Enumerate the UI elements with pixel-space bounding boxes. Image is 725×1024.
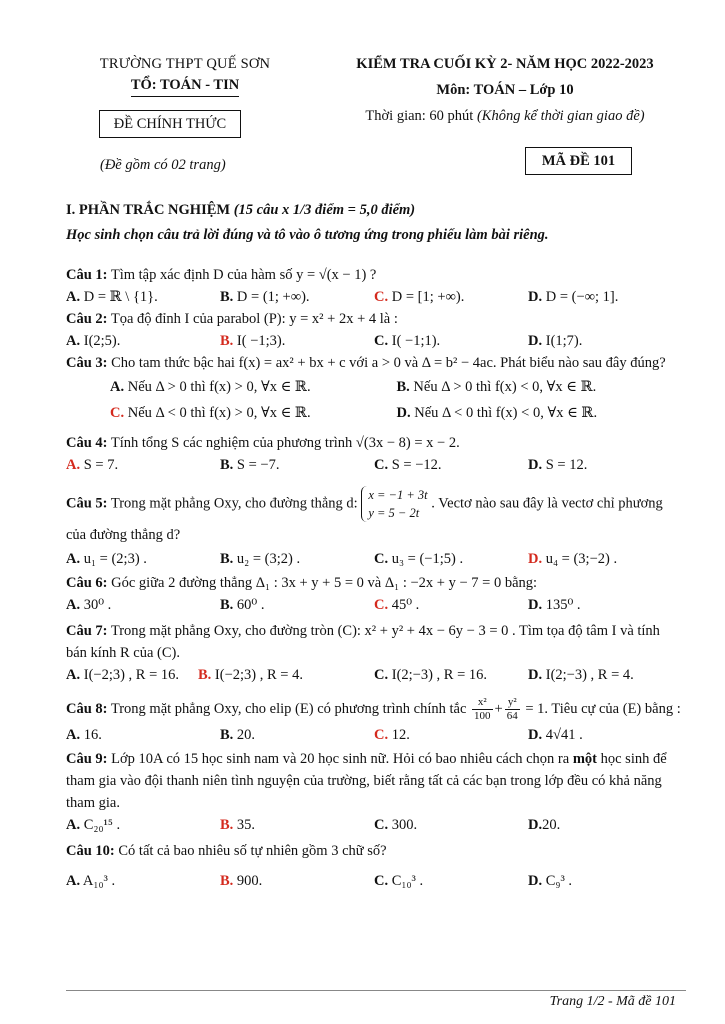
option-text: Nếu Δ < 0 thì f(x) > 0, ∀x ∈ ℝ. (124, 405, 311, 421)
option-d[interactable] (528, 330, 658, 352)
question-3 (66, 352, 683, 426)
option-letter: C. (374, 873, 389, 889)
question-label: Câu 3: (66, 355, 108, 371)
option-d[interactable] (528, 286, 658, 308)
option-text: 4√41 . (542, 727, 583, 743)
option-a[interactable] (66, 594, 220, 616)
option-letter: B. (220, 551, 234, 567)
question-text: Tìm tập xác định D của hàm số y = √(x − 1) ? (107, 267, 377, 283)
question-stem (66, 308, 683, 330)
option-a[interactable] (66, 664, 198, 686)
option-b[interactable] (220, 870, 374, 892)
time-label: Thời gian: 60 phút (365, 108, 477, 124)
question-text: Có tất cả bao nhiêu số tự nhiên gồm 3 chữ số? (114, 843, 387, 859)
option-letter: A. (66, 667, 81, 683)
option-text: S = 12. (542, 457, 588, 473)
option-b[interactable] (220, 814, 374, 836)
page-number: Trang 1/2 - Mã đề 101 (549, 994, 676, 1009)
option-text: D = ℝ \ {1}. (80, 289, 158, 305)
option-text: u₄ = (3;−2) . (542, 551, 618, 567)
option-letter: A. (66, 551, 81, 567)
option-letter: D. (396, 405, 411, 421)
option-c[interactable] (374, 724, 528, 746)
option-letter: C. (374, 457, 389, 473)
option-text: C₉³ . (542, 873, 573, 889)
option-d[interactable] (528, 594, 658, 616)
pages-note: (Đề gồm có 02 trang) (100, 157, 226, 173)
question-label: Câu 1: (66, 267, 108, 283)
question-text: Lớp 10A có 15 học sinh nam và 20 học sinh nữ. Hỏi có bao nhiêu cách chọn ra (107, 751, 573, 767)
option-text: 12. (388, 727, 410, 743)
option-text: D = (−∞; 1]. (542, 289, 619, 305)
option-c[interactable] (374, 870, 528, 892)
question-stem (66, 432, 683, 454)
option-letter: C. (374, 333, 389, 349)
options-row (66, 374, 683, 400)
option-letter: C. (374, 551, 389, 567)
option-text: 16. (80, 727, 102, 743)
option-b[interactable] (198, 664, 374, 686)
option-letter: A. (66, 457, 81, 473)
option-letter: D. (528, 667, 543, 683)
option-letter: B. (220, 727, 234, 743)
question-stem: Câu 8: Trong mặt phẳng Oxy, cho elip (E) có phương trình chính tắc $\frac{\text{x²}}{100}$ + $\frac{\text{y²}}{64}$ = 1. Tiêu cự của (E) bằng : (66, 696, 681, 723)
fraction-denominator: 100 (474, 710, 491, 723)
option-text: 900. (233, 873, 263, 889)
option-text: S = 7. (80, 457, 119, 473)
option-letter: B. (220, 457, 234, 473)
option-a[interactable] (66, 330, 220, 352)
question-emphasis: một (572, 751, 597, 767)
option-text: D = [1; +∞). (388, 289, 465, 305)
fraction-denominator: 64 (506, 710, 518, 723)
question-label: Câu 7: (66, 623, 108, 639)
option-a[interactable] (66, 814, 220, 836)
option-b[interactable] (397, 374, 684, 400)
option-c[interactable] (374, 594, 528, 616)
option-text: A₁₀³ . (80, 873, 116, 889)
options-row (66, 724, 683, 746)
option-letter: D. (528, 873, 543, 889)
option-letter: A. (66, 597, 81, 613)
options-row (66, 286, 683, 308)
option-b[interactable] (220, 330, 374, 352)
option-letter: D. (528, 333, 543, 349)
question-label: Câu 8: (66, 701, 108, 717)
option-letter: B. (198, 667, 212, 683)
option-text: 135⁰ . (542, 597, 581, 613)
option-letter: D. (528, 551, 543, 567)
options-row (66, 814, 683, 836)
question-text: . Vectơ nào sau đây là vectơ chỉ phương của đường thẳng d? (66, 495, 663, 543)
question-text: Trong mặt phẳng Oxy, cho đường thẳng d: (107, 495, 362, 512)
option-a[interactable] (66, 870, 220, 892)
option-letter: B. (220, 873, 234, 889)
exam-code-badge: MÃ ĐỀ 101 (525, 147, 632, 175)
question-label: Câu 2: (66, 311, 108, 327)
question-text: Tọa độ đỉnh I của parabol (P): y = x² + 2x + 4 là : (107, 311, 398, 327)
option-letter: C. (374, 727, 389, 743)
option-text: 45⁰ . (388, 597, 420, 613)
options-row (66, 664, 683, 686)
question-stem (66, 486, 683, 548)
option-text: I(−2;3) , R = 16. (80, 667, 180, 683)
question-7 (66, 620, 683, 686)
option-a[interactable] (66, 548, 220, 570)
option-text: D = (1; +∞). (233, 289, 310, 305)
option-b[interactable] (220, 286, 374, 308)
option-text: u₃ = (−1;5) . (388, 551, 464, 567)
option-letter: D. (528, 817, 543, 833)
question-stem (66, 620, 683, 664)
option-text: Nếu Δ > 0 thì f(x) < 0, ∀x ∈ ℝ. (409, 379, 597, 395)
option-letter: C. (110, 405, 125, 421)
option-d[interactable] (528, 664, 658, 686)
question-text: Cho tam thức bậc hai f(x) = ax² + bx + c với a > 0 và Δ = b² − 4ac. Phát biểu nào sau đây đúng? (107, 355, 666, 371)
header-right (325, 56, 685, 125)
option-letter: A. (66, 873, 81, 889)
option-text: I(2;−3) , R = 16. (388, 667, 488, 683)
time-note: (Không kể thời gian giao đề) (476, 108, 645, 124)
option-text: S = −7. (233, 457, 280, 473)
question-text: Tính tổng S các nghiệm của phương trình √(3x − 8) = x − 2. (107, 435, 460, 451)
question-text: Trong mặt phẳng Oxy, cho elip (E) có phương trình chính tắc (107, 701, 471, 717)
question-9 (66, 748, 683, 836)
option-text: Nếu Δ < 0 thì f(x) < 0, ∀x ∈ ℝ. (410, 405, 598, 421)
option-letter: D. (528, 727, 543, 743)
option-text: S = −12. (388, 457, 442, 473)
option-letter: A. (66, 817, 81, 833)
option-d[interactable] (528, 814, 658, 836)
question-label: Câu 10: (66, 843, 115, 859)
question-2 (66, 308, 683, 352)
fraction-x (472, 696, 493, 723)
question-5 (66, 486, 683, 570)
option-text: 20. (542, 817, 561, 833)
options-row (66, 594, 683, 616)
option-text: I(1;7). (542, 333, 583, 349)
question-text: Trong mặt phẳng Oxy, cho đường tròn (C): x² + y² + 4x − 6y − 3 = 0 . Tìm tọa độ tâm I và tính bán kính R của (C). (66, 623, 660, 661)
option-text: C₂₀¹⁵ . (80, 817, 121, 833)
option-text: Nếu Δ > 0 thì f(x) > 0, ∀x ∈ ℝ. (124, 379, 311, 395)
question-text: Góc giữa 2 đường thẳng Δ₁ : 3x + y + 5 = 0 và Δ₁ : −2x + y − 7 = 0 bằng: (107, 575, 538, 591)
option-b[interactable] (220, 454, 374, 476)
exam-time (325, 108, 685, 125)
system-row: x = −1 + 3t (368, 488, 428, 502)
option-c[interactable] (374, 454, 528, 476)
question-stem (66, 264, 683, 286)
option-b[interactable] (220, 594, 374, 616)
fraction-numerator: x² (472, 696, 493, 710)
question-label: Câu 5: (66, 495, 108, 512)
option-letter: D. (528, 457, 543, 473)
section-instruction: Học sinh chọn câu trả lời đúng và tô vào ô tương ứng trong phiếu làm bài riêng. (66, 227, 549, 243)
option-c[interactable] (374, 664, 528, 686)
fraction-numerator: y² (505, 696, 520, 710)
question-label: Câu 9: (66, 751, 108, 767)
question-text: học sinh để tham gia vào đội thanh niên tình nguyện của trường, biết rằng tất cả các bạn trong lớp đều có khả năng tham gia. (66, 751, 667, 811)
option-a[interactable] (110, 374, 397, 400)
options-row (66, 548, 683, 570)
option-text: 60⁰ . (233, 597, 265, 613)
option-letter: C. (374, 667, 389, 683)
option-letter: B. (220, 333, 234, 349)
option-c[interactable] (374, 330, 528, 352)
options-row (66, 400, 683, 426)
option-a[interactable] (66, 724, 220, 746)
option-b[interactable] (220, 548, 374, 570)
questions-section (66, 202, 683, 892)
question-1 (66, 264, 683, 308)
section-title-text: I. PHẦN TRẮC NGHIỆM (66, 202, 234, 218)
question-8 (66, 694, 683, 746)
exam-title: KIỂM TRA CUỐI KỲ 2- NĂM HỌC 2022-2023 (356, 56, 654, 72)
question-stem (66, 840, 683, 862)
page-footer (66, 990, 686, 1009)
question-label: Câu 4: (66, 435, 108, 451)
option-text: u₂ = (3;2) . (233, 551, 301, 567)
option-letter: A. (66, 727, 81, 743)
question-10 (66, 840, 683, 892)
question-text: = 1. Tiêu cự của (E) bằng : (521, 701, 681, 717)
option-text: 35. (233, 817, 256, 833)
question-stem (66, 748, 683, 814)
options-row (66, 330, 683, 352)
option-letter: B. (220, 597, 234, 613)
option-c[interactable] (374, 286, 528, 308)
option-text: C₁₀³ . (388, 873, 424, 889)
option-text: 300. (388, 817, 418, 833)
option-text: u₁ = (2;3) . (80, 551, 147, 567)
option-letter: A. (66, 289, 81, 305)
option-letter: B. (396, 379, 410, 395)
system-row: y = 5 − 2t (368, 506, 420, 520)
option-text: I(2;5). (80, 333, 121, 349)
question-stem (66, 572, 683, 594)
option-d[interactable] (528, 454, 658, 476)
option-letter: A. (66, 333, 81, 349)
options-row (66, 870, 683, 892)
option-text: I( −1;3). (233, 333, 286, 349)
option-d[interactable] (397, 400, 684, 426)
option-c[interactable] (110, 400, 397, 426)
line-equation-system (361, 486, 427, 522)
option-d[interactable] (528, 548, 658, 570)
question-stem (66, 352, 683, 374)
option-letter: C. (374, 817, 389, 833)
question-4 (66, 432, 683, 476)
option-letter: D. (528, 289, 543, 305)
header-left (70, 56, 300, 97)
option-a[interactable] (66, 286, 220, 308)
question-6 (66, 572, 683, 616)
fraction-y (505, 696, 520, 723)
option-d[interactable] (528, 870, 658, 892)
question-label: Câu 6: (66, 575, 108, 591)
option-letter: C. (374, 289, 389, 305)
option-letter: A. (110, 379, 125, 395)
option-a[interactable] (66, 454, 220, 476)
option-d[interactable] (528, 724, 658, 746)
option-text: 20. (233, 727, 256, 743)
exam-subject: Môn: TOÁN – Lớp 10 (436, 82, 574, 98)
section-scoring: (15 câu x 1/3 điểm = 5,0 điểm) (233, 202, 416, 218)
section-title (66, 202, 683, 219)
option-text: I( −1;1). (388, 333, 441, 349)
option-c[interactable] (374, 814, 528, 836)
options-row (66, 454, 683, 476)
school-name: TRƯỜNG THPT QUẾ SƠN (99, 56, 271, 72)
official-badge: ĐỀ CHÍNH THỨC (99, 110, 241, 138)
option-b[interactable] (220, 724, 374, 746)
option-text: 30⁰ . (80, 597, 112, 613)
option-c[interactable] (374, 548, 528, 570)
option-text: I(−2;3) , R = 4. (211, 667, 303, 683)
department-name: TỔ: TOÁN - TIN (131, 77, 239, 97)
option-text: I(2;−3) , R = 4. (542, 667, 634, 683)
option-letter: B. (220, 289, 234, 305)
option-letter: B. (220, 817, 234, 833)
option-letter: C. (374, 597, 389, 613)
option-letter: D. (528, 597, 543, 613)
